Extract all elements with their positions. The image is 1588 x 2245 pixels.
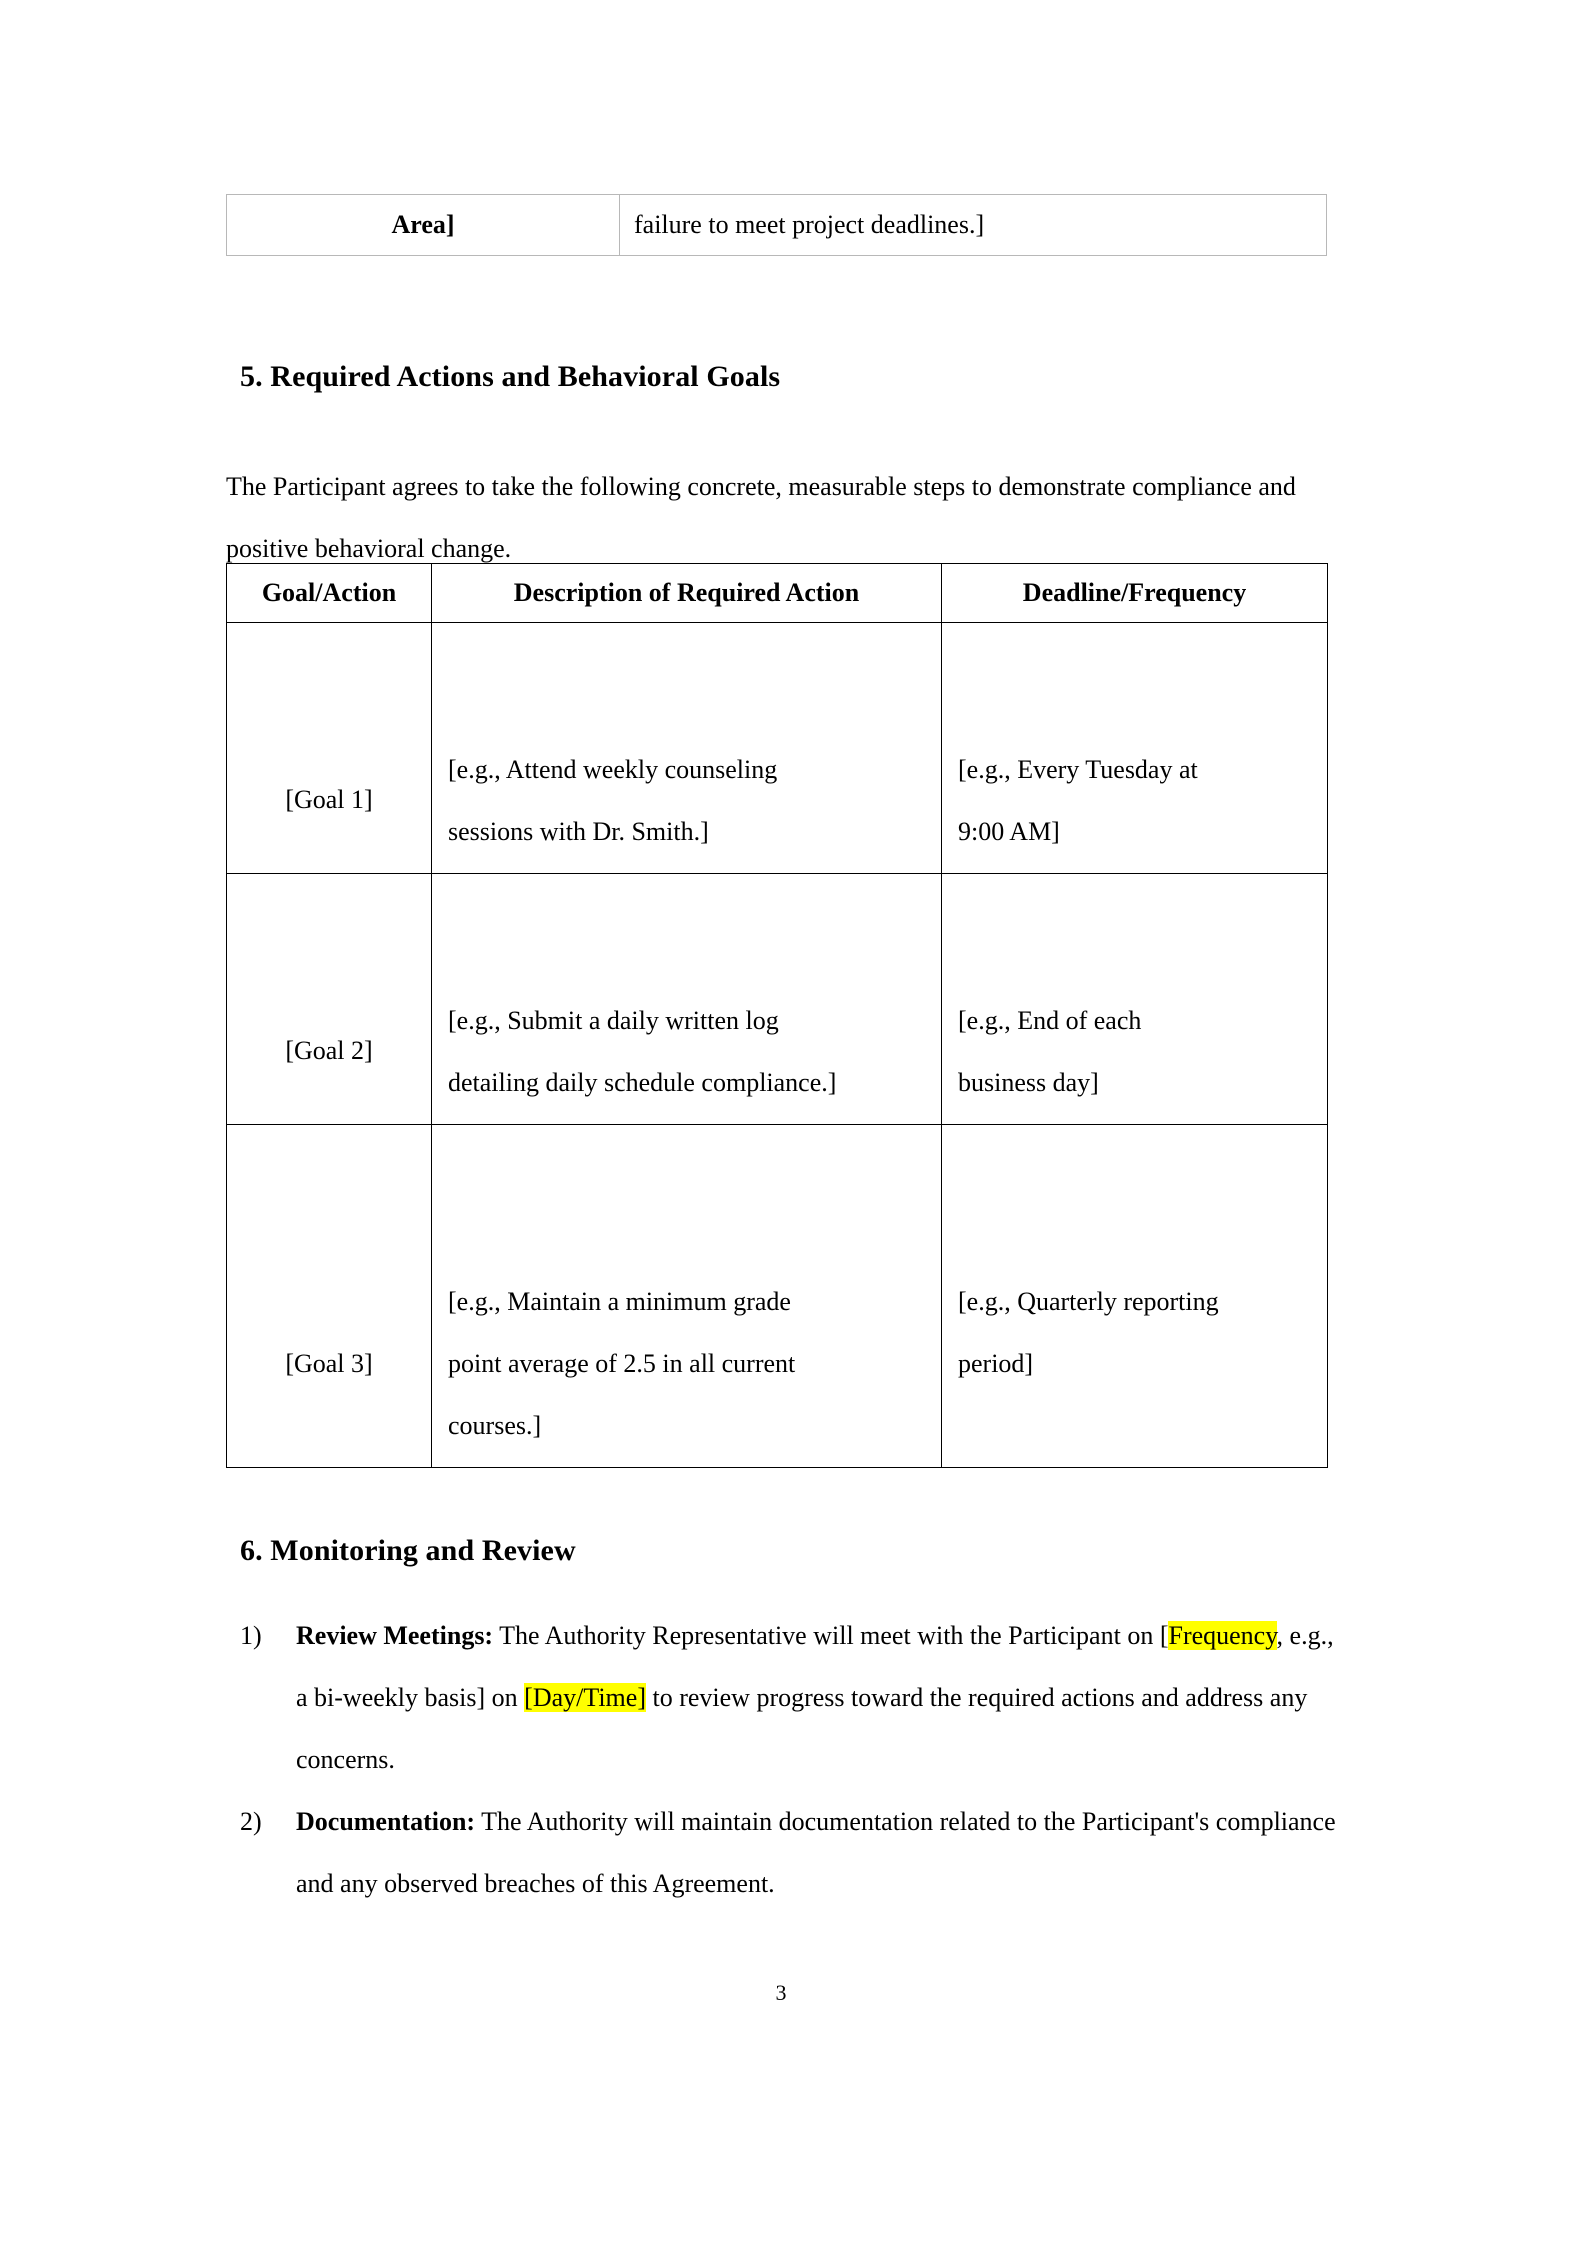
list-item-text-after-1: to review progress toward the required actions and address any concerns. [296, 1683, 1308, 1774]
list-item-marker-2: 2) [240, 1807, 262, 1836]
list-item-text-between-1: , e.g., a bi-weekly basis] on [296, 1621, 1334, 1712]
list-item-body-1 [296, 1605, 1346, 1791]
goal-deadline-2-line-1: [e.g., End of each [958, 1005, 1142, 1035]
goal-description-2-line-1: [e.g., Submit a daily written log [448, 1005, 779, 1035]
page-number: 3 [775, 1980, 787, 2005]
required-actions-table [226, 563, 1328, 1468]
goal-deadline-2 [942, 873, 1328, 1124]
goal-description-1-line-1: [e.g., Attend weekly counseling [448, 754, 778, 784]
list-item-text-before-1: The Authority Representative will meet with the Participant on [ [493, 1621, 1169, 1650]
list-item-body-2 [296, 1791, 1346, 1915]
goal-description-2-line-2: detailing daily schedule compliance.] [448, 1067, 837, 1097]
goal-deadline-2-line-2: business day] [958, 1067, 1099, 1097]
list-item-marker-1: 1) [240, 1621, 262, 1650]
goal-description-2 [432, 873, 942, 1124]
list-item [226, 1791, 1346, 1915]
goal-description-3 [432, 1124, 942, 1467]
list-item-lead-2: Documentation: [296, 1807, 476, 1836]
table-row [227, 622, 1328, 873]
section-6-heading: 6. Monitoring and Review [240, 1534, 576, 1567]
goal-deadline-1-line-1: [e.g., Every Tuesday at [958, 754, 1198, 784]
column-header-goal-action: Goal/Action [227, 564, 432, 623]
highlight-frequency: Frequency [1168, 1621, 1277, 1650]
goal-label-3: [Goal 3] [227, 1124, 432, 1467]
column-header-description: Description of Required Action [432, 564, 942, 623]
list-item [226, 1605, 1346, 1791]
table-row [227, 1124, 1328, 1467]
column-header-deadline-frequency: Deadline/Frequency [942, 564, 1328, 623]
goal-description-1-line-2: sessions with Dr. Smith.] [448, 816, 709, 846]
goal-description-3-line-3: courses.] [448, 1410, 542, 1440]
section-5-heading: 5. Required Actions and Behavioral Goals [240, 360, 781, 393]
goal-deadline-3 [942, 1124, 1328, 1467]
table-header-row [227, 564, 1328, 623]
list-item-text-before-2: The Authority will maintain documentation related to the Participant's compliance and any observed breaches of this Agreement. [296, 1807, 1336, 1898]
list-item-lead-1: Review Meetings: [296, 1621, 494, 1650]
table-row [227, 873, 1328, 1124]
monitoring-review-list [226, 1605, 1346, 1915]
table-row [227, 195, 1327, 256]
goal-deadline-3-line-2: period] [958, 1348, 1034, 1378]
goal-description-3-line-2: point average of 2.5 in all current [448, 1348, 796, 1378]
highlight-day-time: [Day/Time] [524, 1683, 646, 1712]
goal-deadline-1 [942, 622, 1328, 873]
goal-deadline-1-line-2: 9:00 AM] [958, 816, 1060, 846]
goal-description-1 [432, 622, 942, 873]
goal-label-2: [Goal 2] [227, 873, 432, 1124]
goal-description-3-line-1: [e.g., Maintain a minimum grade [448, 1286, 791, 1316]
continued-table-cell-description: failure to meet project deadlines.] [620, 195, 1327, 256]
continued-table-cell-area: Area] [227, 195, 620, 256]
goal-deadline-3-line-1: [e.g., Quarterly reporting [958, 1286, 1219, 1316]
continued-table [226, 194, 1327, 256]
section-5-intro-paragraph: The Participant agrees to take the following concrete, measurable steps to demonstrate compliance and positive behavioral change. [226, 472, 1296, 563]
goal-label-1: [Goal 1] [227, 622, 432, 873]
